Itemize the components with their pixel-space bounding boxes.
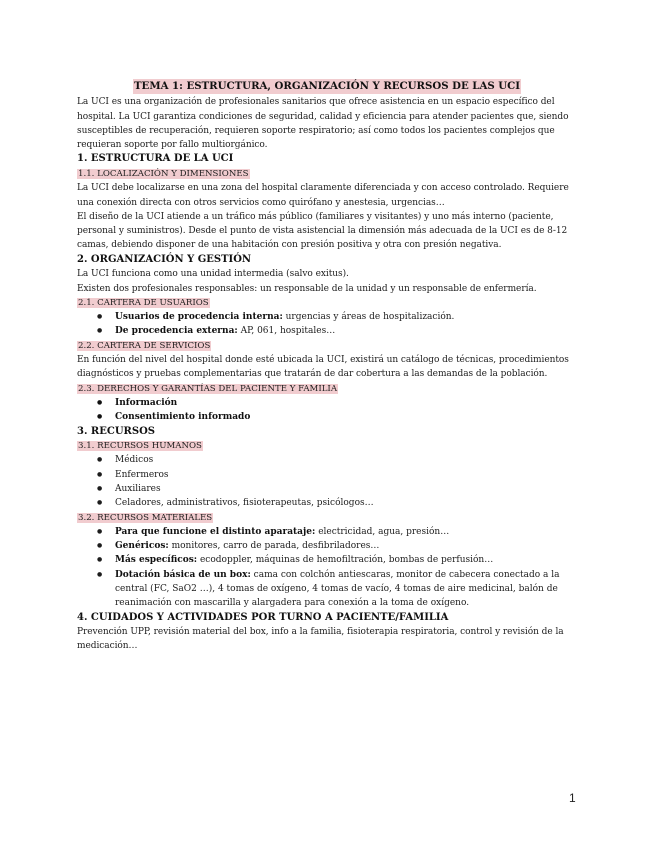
subsection-2-2-wrap: [77, 339, 577, 353]
list-item: [77, 539, 577, 553]
section-2-paragraph-2: Existen dos profesionales responsables: un responsable de la unidad y un responsable de enfermería.: [77, 283, 537, 294]
subsection-1-1-heading: 1.1. LOCALIZACIÓN Y DIMENSIONES: [78, 168, 249, 179]
subsection-2-3-heading: 2.3. DERECHOS Y GARANTÍAS DEL PACIENTE Y FAMILIA: [78, 383, 338, 394]
section-1-1-paragraph-1: La UCI debe localizarse en una zona del hospital claramente diferenciada y con acceso controlado. Requiere una conexión directa con otros servicios como quirófano y anestesia, urgencias…: [77, 183, 569, 208]
page-content: [77, 79, 577, 654]
section-1-1-paragraph-2: El diseño de la UCI atiende a un tráfico más público (familiares y visitantes) y uno más interno (paciente, personal y suministros). Desde el punto de vista asistencial la dimensión más adecuada de la UCI es de 8-12 camas, debiendo disponer de una habitación con presión positiva y otra con presión negativa.: [77, 211, 568, 251]
title-wrap: [77, 79, 577, 94]
list-item-text: ecodoppler, máquinas de hemofiltración, bombas de perfusión…: [197, 555, 494, 566]
subsection-2-1-heading: 2.1. CARTERA DE USUARIOS: [78, 297, 209, 308]
subsection-2-3-wrap: [77, 382, 577, 396]
list-item: ● Auxiliares: [77, 482, 577, 496]
list-item: ● Consentimiento informado: [77, 410, 577, 424]
list-item: [77, 568, 577, 611]
rights-list: [77, 396, 577, 425]
users-list: [77, 310, 577, 339]
section-2-heading: 2. ORGANIZACIÓN Y GESTIÓN: [77, 253, 252, 265]
list-item-bold: De procedencia externa:: [115, 326, 238, 337]
list-item-text: electricidad, agua, presión…: [315, 526, 450, 537]
list-item: [77, 553, 577, 567]
list-item: ● Médicos: [77, 453, 577, 467]
section-2-paragraph-1: La UCI funciona como una unidad intermedia (salvo exitus).: [77, 269, 349, 280]
list-item: ● Celadores, administrativos, fisioterapeutas, psicólogos…: [77, 496, 577, 510]
subsection-2-2-heading: 2.2. CARTERA DE SERVICIOS: [78, 340, 211, 351]
subsection-1-1-wrap: [77, 167, 577, 181]
list-item-text: monitores, carro de parada, desfibriladores…: [168, 541, 380, 552]
list-item: [77, 324, 577, 338]
list-item-text: cama con colchón antiescaras, monitor de cabecera conectado a la central (FC, SaO2 …), 4 tomas de oxígeno, 4 tomas de vacío, 4 tomas de aire medicinal, balón de reanimación con mascarilla y alargadera para conexión a la toma de oxígeno.: [115, 569, 560, 609]
page-number: 1: [569, 791, 576, 805]
list-item: ● Enfermeros: [77, 468, 577, 482]
subsection-3-2-wrap: [77, 511, 577, 525]
section-1-heading: 1. ESTRUCTURA DE LA UCI: [77, 153, 234, 165]
material-resources-list: [77, 525, 577, 611]
list-item-bold: Genéricos:: [115, 541, 169, 552]
list-item-bold: Más específicos:: [115, 555, 198, 566]
section-2-2-paragraph: En función del nivel del hospital donde esté ubicada la UCI, existirá un catálogo de técnicas, procedimientos diagnósticos y pruebas complementarias que tratarán de dar cobertura a las demandas de la población.: [77, 355, 569, 380]
list-item: [77, 525, 577, 539]
subsection-3-1-wrap: [77, 439, 577, 453]
section-4-paragraph: Prevención UPP, revisión material del box, info a la familia, fisioterapia respiratoria, control y revisión de la medicación…: [77, 627, 564, 652]
subsection-2-1-wrap: [77, 296, 577, 310]
section-4-heading: 4. CUIDADOS Y ACTIVIDADES POR TURNO A PACIENTE/FAMILIA: [77, 611, 449, 623]
list-item: [77, 310, 577, 324]
list-item-text: AP, 061, hospitales…: [237, 326, 336, 337]
intro-paragraph: La UCI es una organización de profesionales sanitarios que ofrece asistencia en un espacio específico del hospital. La UCI garantiza condiciones de seguridad, calidad y eficiencia para atender pacientes que, siendo susceptibles de recuperación, requieren soporte respiratorio; así como todos los pacientes complejos que requieran soporte por fallo multiorgánico.: [77, 97, 569, 151]
list-item: ● Información: [77, 396, 577, 410]
subsection-3-1-heading: 3.1. RECURSOS HUMANOS: [78, 441, 202, 452]
list-item-bold: Para que funcione el distinto aparataje:: [115, 526, 316, 537]
page-title: TEMA 1: ESTRUCTURA, ORGANIZACIÓN Y RECURSOS DE LAS UCI: [133, 80, 521, 92]
list-item-text: urgencias y áreas de hospitalización.: [282, 312, 455, 323]
subsection-3-2-heading: 3.2. RECURSOS MATERIALES: [78, 512, 213, 523]
list-item-bold: Dotación básica de un box:: [115, 569, 251, 580]
list-item-bold: Usuarios de procedencia interna:: [115, 312, 283, 323]
section-3-heading: 3. RECURSOS: [77, 425, 155, 437]
human-resources-list: [77, 453, 577, 510]
